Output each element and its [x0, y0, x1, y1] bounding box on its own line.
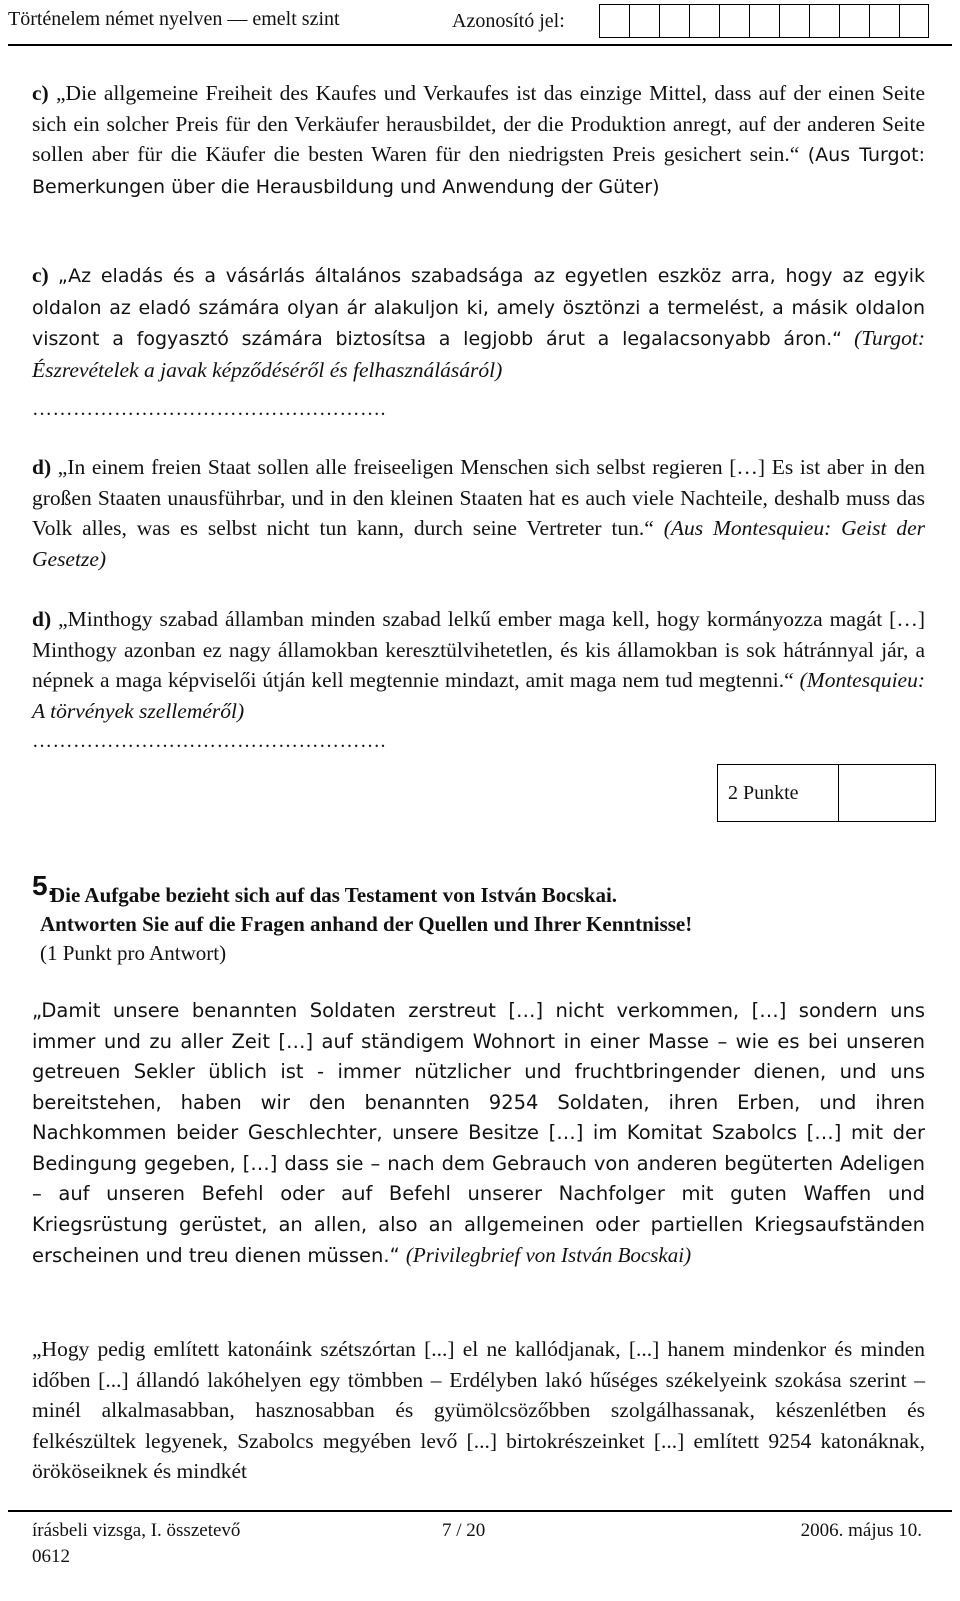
paragraph-c-hungarian: [32, 260, 925, 385]
page-header: [8, 0, 952, 46]
page-number: 7 / 20: [442, 1520, 486, 1541]
answer-line[interactable]: …………………………………………….: [32, 398, 386, 420]
item-marker: d): [32, 455, 52, 479]
item-marker: c): [32, 263, 49, 287]
points-label: 2 Punkte: [718, 765, 839, 821]
quote-source: (Privilegbrief von István Bocskai): [405, 1243, 692, 1267]
quote-text: „In einem freien Staat sollen alle freiseeligen Menschen sich selbst regieren […] Es ist aber in den großen Staaten unausführbar, und in den kleinen Staaten hat es auch viele Nachteile, deshalb muss das Volk alles, was es selbst nicht tun kann, durch seine Vertreter tun.“: [32, 455, 925, 540]
quote-text: „Az eladás és a vásárlás általános szabadsága az egyetlen eszköz arra, hogy az egyik oldalon az eladó számára olyan ár alakuljon ki, amely ösztönzi a termelést, a másik oldalon viszont a fogyasztó számára biztosítsa a legjobb árut a legalacsonyabb áron.“: [32, 265, 926, 350]
footer-divider: [8, 1510, 952, 1512]
quote-text: „Die allgemeine Freiheit des Kaufes und Verkaufes ist das einzige Mittel, dass auf der einen Seite sich ein solcher Preis für den Verkäufer herausbildet, der die Produktion anregt, auf der anderen Seite sollen aber für die Käufer die besten Waren für den niedrigsten Preis gesichert sein.“: [32, 81, 925, 166]
id-box[interactable]: [809, 4, 839, 38]
id-box[interactable]: [869, 4, 899, 38]
quote-source: (Aus Montesquieu: Geist der Gesetze): [32, 516, 926, 571]
quote-source: (Aus Turgot: Bemerkungen über die Herausbildung und Anwendung der Güter): [32, 144, 926, 198]
task-line-2: Antworten Sie auf die Fragen anhand der Quellen und Ihrer Kenntnisse!: [40, 912, 693, 936]
task-line-1: Die Aufgabe bezieht sich auf das Testament von István Bocskai.: [50, 883, 618, 907]
id-box[interactable]: [839, 4, 869, 38]
header-divider: [8, 44, 952, 46]
quote-hungarian: [32, 1334, 925, 1487]
quote-source: (Montesquieu: A törvények szelleméről): [32, 668, 926, 723]
id-box[interactable]: [719, 4, 749, 38]
points-score-field[interactable]: [839, 765, 935, 821]
paragraph-d-german: [32, 452, 925, 574]
exam-title: Történelem német nyelven — emelt szint: [8, 8, 340, 30]
id-box[interactable]: [749, 4, 779, 38]
task-number: 5.: [32, 870, 56, 901]
paragraph-c-german: [32, 78, 925, 202]
quote-text: „Hogy pedig említett katonáink szétszórtan [...] el ne kallódjanak, [...] hanem mindenkor és minden időben [...] állandó lakóhelyen egy tömbben – Erdélyben lakó hűséges székelyeink szokása szerint – minél alkalmasabban, hasznosabban és gyümölcsözőbben szolgálhassanak, készenlétben és felkészültek legyenek, Szabolcs megyében levő [...] birtokrészeinket [...] említett 9254 katonáknak, örököseiknek és mindkét: [32, 1337, 925, 1483]
quote-source: (Turgot: Észrevételek a javak képződéséről és felhasználásáról): [32, 326, 926, 382]
quote-text: „Minthogy szabad államban minden szabad lelkű ember maga kell, hogy kormányozza magát […] Minthogy azonban ez nagy államokban keresztülvihetetlen, és kis államokban is sok hátránnyal jár, a népnek a maga képviselői útján kell megtennie mindazt, amit maga nem tud megtenni.“: [32, 607, 925, 692]
item-marker: c): [32, 81, 49, 105]
id-boxes: [599, 4, 929, 38]
item-marker: d): [32, 607, 52, 631]
exam-date: 2006. május 10.: [800, 1520, 922, 1541]
task-line-3: (1 Punkt pro Antwort): [40, 941, 227, 965]
paragraph-d-hungarian: [32, 604, 925, 726]
id-box[interactable]: [659, 4, 689, 38]
quote-text: „Damit unsere benannten Soldaten zerstreut […] nicht verkommen, […] sondern uns immer und zu aller Zeit […] auf ständigem Wohnort in einer Masse – wie es bei unseren getreuen Sekler üblich ist - immer nützlicher und fruchtbringender dienen, und uns bereitstehen, haben wir den benannten 9254 Soldaten, ihren Erben, und ihren Nachkommen beider Geschlechter, unsere Besitze […] im Komitat Szabolcs […] mit der Bedingung gegeben, […] dass sie – nach dem Gebrauch von anderen begüterten Adeligen – auf unseren Befehl oder auf Befehl unserer Nachfolger mit guten Waffen und Kriegsrüstung gerüstet, an allen, also an allgemeinen oder partiellen Kriegsaufständen erscheinen und treu dienen müssen.“: [32, 999, 925, 1267]
id-box[interactable]: [899, 4, 929, 38]
exam-code: 0612: [32, 1546, 70, 1567]
id-box[interactable]: [779, 4, 809, 38]
points-box: [717, 764, 936, 822]
task-instructions: [40, 881, 692, 968]
quote-german: [32, 996, 925, 1272]
exam-part: írásbeli vizsga, I. összetevő: [32, 1520, 241, 1541]
id-box[interactable]: [599, 4, 629, 38]
answer-line[interactable]: …………………………………………….: [32, 730, 386, 752]
id-label: Azonosító jel:: [452, 10, 565, 32]
id-box[interactable]: [629, 4, 659, 38]
id-box[interactable]: [689, 4, 719, 38]
